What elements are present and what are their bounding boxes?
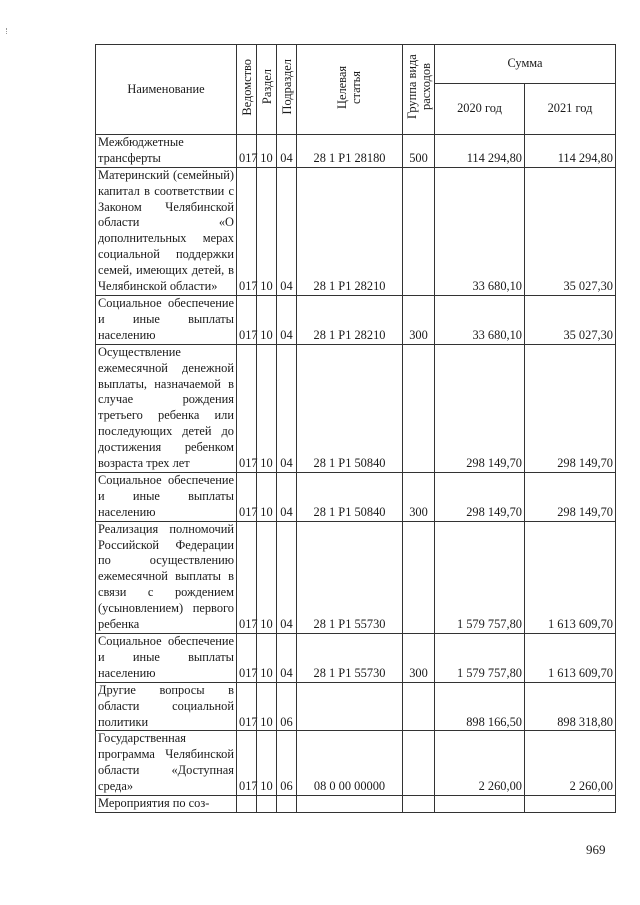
row-vedomstvo (237, 796, 257, 813)
budget-table (95, 44, 616, 813)
row-razdel: 10 (257, 472, 277, 521)
row-sum-2021: 898 318,80 (525, 682, 616, 731)
row-podrazdel: 04 (277, 295, 297, 344)
header-year-2020: 2020 год (435, 83, 525, 134)
row-name: Материнский (семейный) капитал в соответствии с Законом Челябинской области «О дополнительных мерах социальной поддержки семей, имеющих детей, в Челябинской области» (96, 167, 237, 295)
row-podrazdel: 06 (277, 731, 297, 796)
table-row (96, 167, 616, 295)
row-celevaya: 08 0 00 00000 (297, 731, 403, 796)
header-name: Наименование (96, 45, 237, 135)
row-sum-2020: 298 149,70 (435, 344, 525, 472)
row-vedomstvo: 017 (237, 472, 257, 521)
row-sum-2021 (525, 796, 616, 813)
row-sum-2020: 1 579 757,80 (435, 521, 525, 633)
row-sum-2021: 35 027,30 (525, 295, 616, 344)
row-podrazdel: 04 (277, 167, 297, 295)
row-sum-2020: 114 294,80 (435, 134, 525, 167)
row-name: Осуществление ежемесячной денежной выплаты, назначаемой в случае рождения третьего ребенка или последующих детей до достижения ребенком возраста трех лет (96, 344, 237, 472)
row-gruppa: 300 (403, 634, 435, 683)
row-razdel: 10 (257, 521, 277, 633)
header-year-2021: 2021 год (525, 83, 616, 134)
row-razdel: 10 (257, 167, 277, 295)
row-sum-2020: 298 149,70 (435, 472, 525, 521)
budget-table-container (95, 44, 616, 813)
row-name: Социальное обеспечение и иные выплаты населению (96, 295, 237, 344)
table-row (96, 521, 616, 633)
row-name: Другие вопросы в области социальной политики (96, 682, 237, 731)
row-celevaya (297, 682, 403, 731)
row-vedomstvo: 017 (237, 634, 257, 683)
row-gruppa: 500 (403, 134, 435, 167)
row-name: Государственная программа Челябинской области «Доступная среда» (96, 731, 237, 796)
row-name: Социальное обеспечение и иные выплаты населению (96, 634, 237, 683)
header-podrazdel (277, 45, 297, 135)
row-vedomstvo: 017 (237, 295, 257, 344)
header-gruppa-label: Группа вида расходов (405, 54, 433, 120)
page-number: 969 (586, 842, 606, 857)
row-name: Социальное обеспечение и иные выплаты населению (96, 472, 237, 521)
row-vedomstvo: 017 (237, 682, 257, 731)
row-sum-2021: 1 613 609,70 (525, 521, 616, 633)
row-celevaya: 28 1 P1 55730 (297, 634, 403, 683)
row-gruppa (403, 682, 435, 731)
header-summa: Сумма (435, 45, 616, 84)
row-celevaya: 28 1 P1 50840 (297, 472, 403, 521)
row-vedomstvo: 017 (237, 344, 257, 472)
row-name: Мероприятия по соз- (96, 796, 237, 813)
table-row (96, 634, 616, 683)
row-vedomstvo: 017 (237, 521, 257, 633)
row-sum-2021: 114 294,80 (525, 134, 616, 167)
row-sum-2021: 2 260,00 (525, 731, 616, 796)
row-vedomstvo: 017 (237, 167, 257, 295)
row-vedomstvo: 017 (237, 731, 257, 796)
header-celevaya (297, 45, 403, 135)
row-sum-2021: 1 613 609,70 (525, 634, 616, 683)
row-razdel: 10 (257, 731, 277, 796)
row-razdel: 10 (257, 682, 277, 731)
table-row (96, 344, 616, 472)
header-vedomstvo (237, 45, 257, 135)
row-sum-2020: 33 680,10 (435, 167, 525, 295)
margin-mark (6, 28, 10, 34)
row-podrazdel: 04 (277, 134, 297, 167)
row-sum-2021: 35 027,30 (525, 167, 616, 295)
header-podrazdel-label: Подраздел (279, 59, 294, 115)
row-gruppa: 300 (403, 472, 435, 521)
header-razdel (257, 45, 277, 135)
row-podrazdel: 04 (277, 472, 297, 521)
row-celevaya: 28 1 P1 55730 (297, 521, 403, 633)
header-razdel-label: Раздел (259, 69, 274, 105)
row-celevaya: 28 1 P1 50840 (297, 344, 403, 472)
row-celevaya: 28 1 P1 28210 (297, 295, 403, 344)
table-row (96, 796, 616, 813)
row-razdel: 10 (257, 134, 277, 167)
row-razdel: 10 (257, 295, 277, 344)
row-sum-2021: 298 149,70 (525, 472, 616, 521)
row-gruppa (403, 167, 435, 295)
table-row (96, 295, 616, 344)
row-sum-2020: 1 579 757,80 (435, 634, 525, 683)
row-sum-2021: 298 149,70 (525, 344, 616, 472)
table-row (96, 472, 616, 521)
row-razdel: 10 (257, 344, 277, 472)
row-name: Межбюджетные трансферты (96, 134, 237, 167)
row-sum-2020: 898 166,50 (435, 682, 525, 731)
row-razdel (257, 796, 277, 813)
row-sum-2020: 33 680,10 (435, 295, 525, 344)
table-row (96, 134, 616, 167)
row-podrazdel: 06 (277, 682, 297, 731)
row-gruppa (403, 521, 435, 633)
table-row (96, 682, 616, 731)
row-razdel: 10 (257, 634, 277, 683)
row-podrazdel: 04 (277, 634, 297, 683)
row-podrazdel: 04 (277, 521, 297, 633)
row-gruppa (403, 731, 435, 796)
row-podrazdel (277, 796, 297, 813)
row-sum-2020: 2 260,00 (435, 731, 525, 796)
row-celevaya (297, 796, 403, 813)
row-gruppa: 300 (403, 295, 435, 344)
header-celevaya-label: Целевая статья (334, 65, 363, 109)
header-gruppa (403, 45, 435, 135)
row-celevaya: 28 1 P1 28210 (297, 167, 403, 295)
table-row (96, 731, 616, 796)
row-celevaya: 28 1 P1 28180 (297, 134, 403, 167)
header-vedomstvo-label: Ведомство (239, 58, 254, 116)
row-vedomstvo: 017 (237, 134, 257, 167)
row-gruppa (403, 344, 435, 472)
row-sum-2020 (435, 796, 525, 813)
row-podrazdel: 04 (277, 344, 297, 472)
row-gruppa (403, 796, 435, 813)
row-name: Реализация полномочий Российской Федерации по осуществлению ежемесячной выплаты в связи с рождением (усыновлением) первого ребенка (96, 521, 237, 633)
